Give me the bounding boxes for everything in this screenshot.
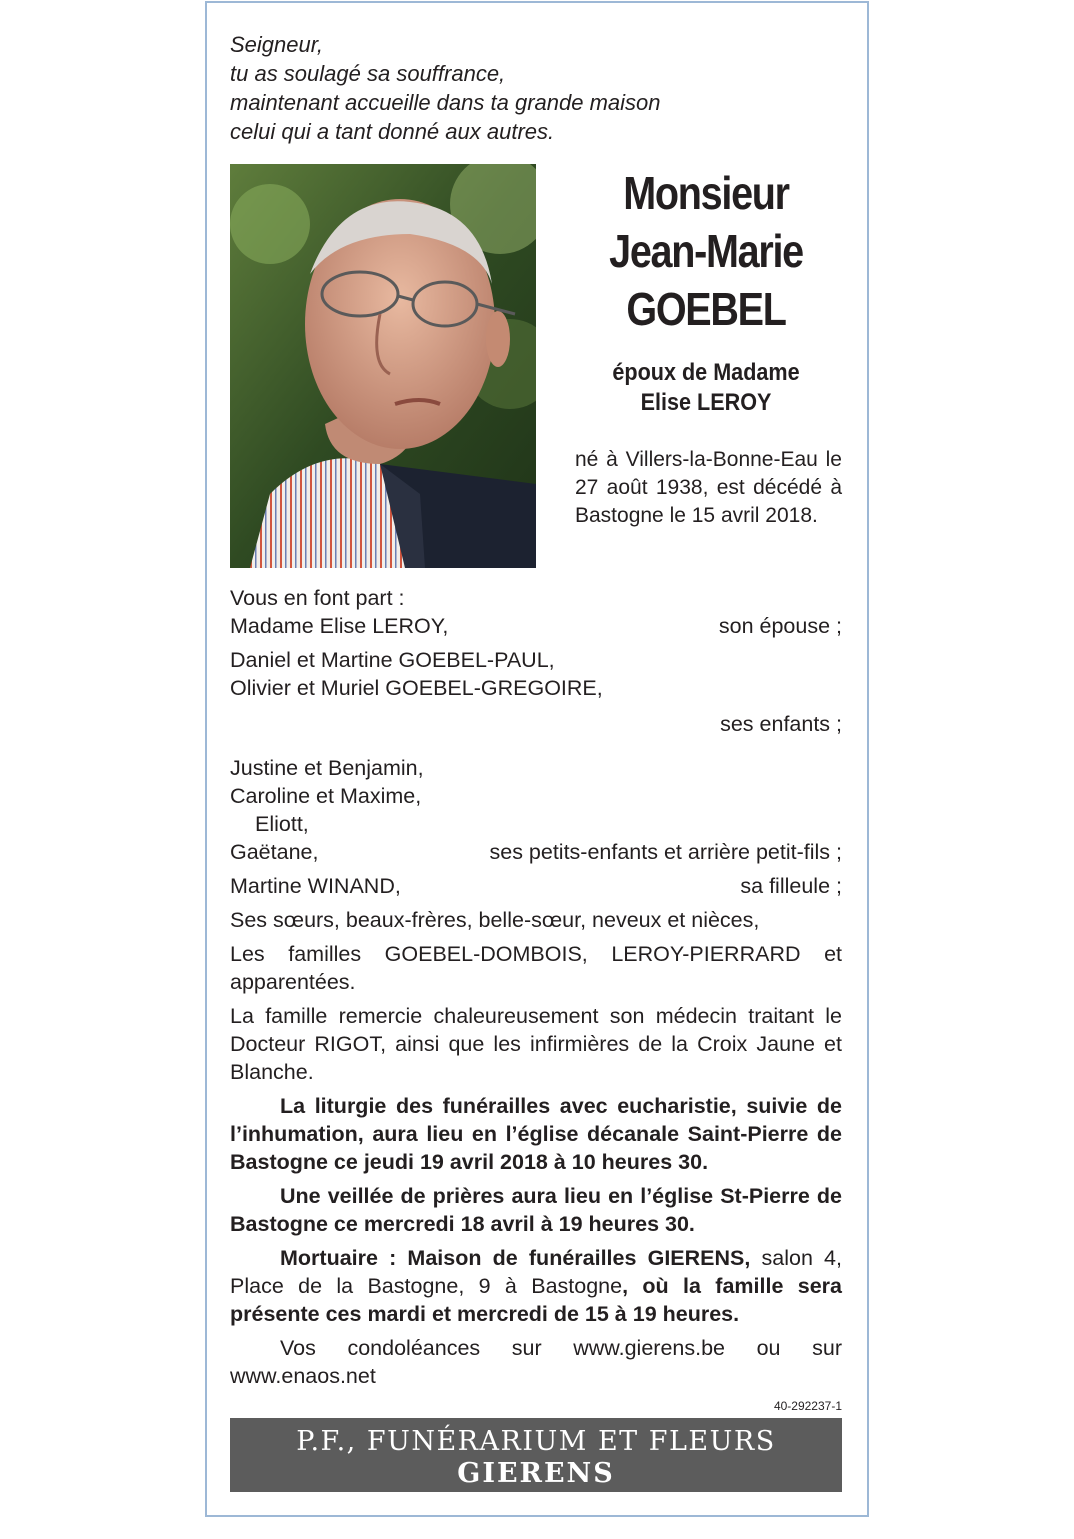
children-list (230, 646, 842, 738)
grandchildren-row (230, 838, 842, 866)
banner-line1 (230, 1418, 842, 1490)
goddaughter-role: sa filleule ; (740, 874, 842, 898)
name-line: Monsieur (623, 167, 789, 219)
thanks-text: La famille remercie chaleureusement son médecin traitant le Docteur RIGOT, ainsi que les infirmières de la Croix Jaune et Blanche. (230, 1004, 842, 1084)
prayer-line: Seigneur, (230, 32, 323, 57)
spouse-role: son épouse ; (718, 614, 842, 638)
condolences-text: Vos condoléances sur www.gierens.be ou sur www.enaos.net (230, 1336, 842, 1388)
birth-death-text: né à Villers-la-Bonne-Eau le 27 août 1938, est décédé à Bastogne le 15 avril 2018. (575, 448, 842, 527)
mortuary-text (230, 1244, 842, 1328)
vigil-text: Une veillée de prières aura lieu en l’église St-Pierre de Bastogne ce mercredi 18 avril à 19 heures 30. (230, 1184, 842, 1236)
banner-prefix: P.F., FUNÉRARIUM ET FLEURS (296, 1426, 776, 1457)
child-entry: Olivier et Muriel GOEBEL-GREGOIRE, (230, 676, 603, 700)
prayer-line: maintenant accueille dans ta grande maison (230, 90, 661, 115)
grandchildren-list (230, 754, 842, 866)
banner-line2 (230, 1490, 842, 1539)
grandchildren-role: ses petits-enfants et arrière petit-fils ; (489, 840, 842, 864)
banner-city: BASTOGNE (316, 1491, 452, 1513)
mortuary-hours: , où la famille sera présente ces mardi et mercredi de 15 à 19 heures. (230, 1274, 842, 1326)
goddaughter-name: Martine WINAND, (230, 874, 401, 898)
grandchild-entry: Gaëtane, (230, 840, 319, 864)
child-entry: Daniel et Martine GOEBEL-PAUL, (230, 648, 555, 672)
obituary-content (230, 30, 842, 1537)
announcement-body (230, 584, 842, 1390)
grandchild-entry: Justine et Benjamin, (230, 756, 424, 780)
portrait-photo (230, 164, 536, 568)
spouse-info (584, 358, 829, 418)
portrait-image (230, 164, 536, 568)
funeral-home-banner (230, 1418, 842, 1537)
grandchild-entry: Eliott, (255, 812, 309, 836)
deceased-name (589, 164, 823, 338)
goddaughter-row (230, 872, 842, 900)
families-text: Les familles GOEBEL-DOMBOIS, LEROY-PIERRARD et apparentées. (230, 942, 842, 994)
header-section (230, 164, 842, 584)
intro-text: Vous en font part : (230, 586, 405, 610)
spouse-row (230, 612, 842, 640)
grandchild-entry: Caroline et Maxime, (230, 784, 422, 808)
prayer-text (230, 30, 842, 146)
funeral-text: La liturgie des funérailles avec eucharistie, suivie de l’inhumation, aura lieu en l’église décanale Saint-Pierre de Bastogne ce jeudi 19 avril 2018 à 10 heures 30. (230, 1094, 842, 1174)
deceased-name-block (570, 164, 842, 418)
spouse-line: époux de Madame (612, 359, 800, 386)
banner-contact: - 061 21 24 82 - 061 21 13 87 - WWW.GIERENS.BE (444, 1493, 756, 1537)
reference-number: 40-292237-1 (773, 1399, 842, 1413)
name-line: Jean-Marie (609, 225, 803, 277)
children-role: ses enfants ; (720, 712, 842, 736)
prayer-line: celui qui a tant donné aux autres. (230, 119, 555, 144)
siblings-text: Ses sœurs, beaux-frères, belle-sœur, neveux et nièces, (230, 908, 760, 932)
mortuary-address: salon 4, Place de la Bastogne, 9 à Bastogne (230, 1246, 842, 1298)
prayer-line: tu as soulagé sa souffrance, (230, 61, 506, 86)
mortuary-label: Mortuaire : Maison de funérailles GIERENS, (280, 1246, 751, 1270)
spouse-name: Madame Elise LEROY, (230, 614, 449, 638)
spouse-line: Elise LEROY (640, 389, 772, 416)
name-line: GOEBEL (626, 283, 786, 335)
banner-brand: GIERENS (457, 1458, 615, 1489)
